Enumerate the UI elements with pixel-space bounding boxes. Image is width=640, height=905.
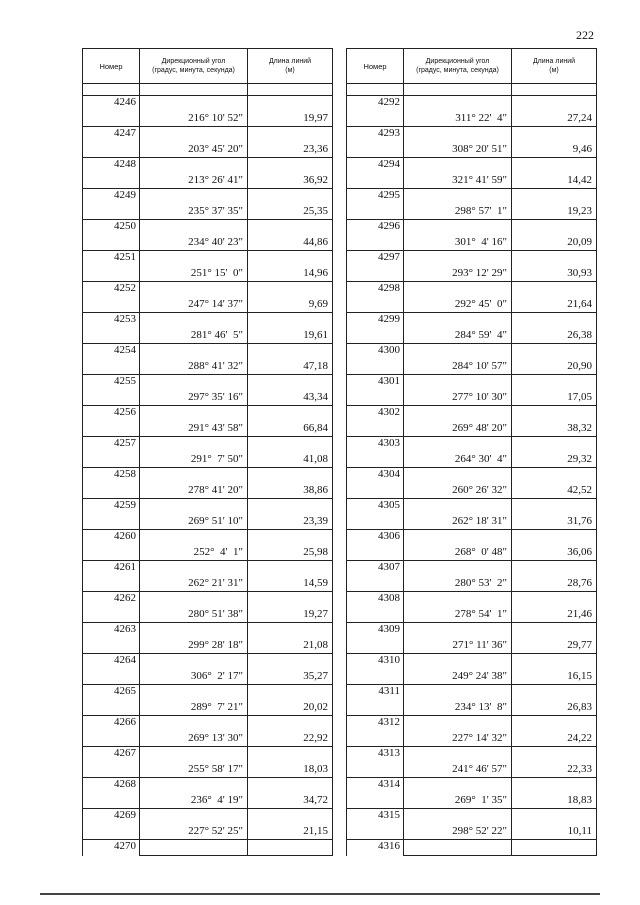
header-angle [140,49,248,84]
point-number: 4295 [347,189,404,220]
direction-angle: 234° 40' 23" [140,220,248,251]
line-length: 21,64 [512,282,597,313]
direction-angle: 262° 18' 31" [404,499,512,530]
point-number: 4250 [83,220,140,251]
line-length: 28,76 [512,561,597,592]
point-number: 4253 [83,313,140,344]
header-angle [404,49,512,84]
line-length: 35,27 [248,654,333,685]
point-number: 4247 [83,127,140,158]
point-number: 4313 [347,747,404,778]
point-number: 4312 [347,716,404,747]
line-length: 23,36 [248,127,333,158]
line-length: 25,35 [248,189,333,220]
line-length: 18,83 [512,778,597,809]
line-length: 14,42 [512,158,597,189]
direction-angle: 278° 54' 1" [404,592,512,623]
point-number: 4257 [83,437,140,468]
left-coordinates-table [82,48,333,856]
direction-angle: 260° 26' 32" [404,468,512,499]
line-length: 26,83 [512,685,597,716]
direction-angle: 249° 24' 38" [404,654,512,685]
point-number: 4260 [83,530,140,561]
direction-angle: 227° 14' 32" [404,716,512,747]
line-length: 41,08 [248,437,333,468]
header-length-line1: Длина линий [532,58,576,65]
line-length: 16,15 [512,654,597,685]
direction-angle: 264° 30' 4" [404,437,512,468]
line-length: 21,46 [512,592,597,623]
direction-angle: 235° 37' 35" [140,189,248,220]
point-number: 4296 [347,220,404,251]
point-number: 4248 [83,158,140,189]
direction-angle: 203° 45' 20" [140,127,248,158]
point-number: 4269 [83,809,140,840]
point-number: 4294 [347,158,404,189]
point-number: 4293 [347,127,404,158]
direction-angle: 236° 4' 19" [140,778,248,809]
direction-angle: 234° 13' 8" [404,685,512,716]
point-number: 4246 [83,96,140,127]
point-number: 4297 [347,251,404,282]
point-number: 4299 [347,313,404,344]
line-length: 31,76 [512,499,597,530]
point-number: 4265 [83,685,140,716]
point-number: 4310 [347,654,404,685]
direction-angle: 269° 48' 20" [404,406,512,437]
line-length: 43,34 [248,375,333,406]
direction-angle: 284° 59' 4" [404,313,512,344]
line-length: 34,72 [248,778,333,809]
line-length: 27,24 [512,96,597,127]
point-number: 4266 [83,716,140,747]
line-length: 38,32 [512,406,597,437]
direction-angle: 284° 10' 57" [404,344,512,375]
header-length [512,49,597,84]
point-number: 4267 [83,747,140,778]
direction-angle: 252° 4' 1" [140,530,248,561]
direction-angle: 311° 22' 4" [404,96,512,127]
direction-angle: 247° 14' 37" [140,282,248,313]
header-angle-line2: (градус, минута, секунда) [416,67,499,74]
line-length: 20,90 [512,344,597,375]
direction-angle: 297° 35' 16" [140,375,248,406]
direction-angle: 298° 57' 1" [404,189,512,220]
line-length: 10,11 [512,809,597,840]
point-number: 4301 [347,375,404,406]
direction-angle: 280° 51' 38" [140,592,248,623]
blank-cell [140,84,248,96]
line-length: 20,02 [248,685,333,716]
direction-angle: 281° 46' 5" [140,313,248,344]
point-number: 4263 [83,623,140,654]
point-number: 4261 [83,561,140,592]
point-number: 4254 [83,344,140,375]
point-number: 4305 [347,499,404,530]
line-length: 47,18 [248,344,333,375]
blank-cell [140,840,248,856]
direction-angle: 289° 7' 21" [140,685,248,716]
page-number: 222 [576,28,594,42]
direction-angle: 321° 41' 59" [404,158,512,189]
direction-angle: 262° 21' 31" [140,561,248,592]
header-angle-line2: (градус, минута, секунда) [152,67,235,74]
point-number: 4268 [83,778,140,809]
direction-angle: 241° 46' 57" [404,747,512,778]
direction-angle: 213° 26' 41" [140,158,248,189]
direction-angle: 280° 53' 2" [404,561,512,592]
direction-angle: 301° 4' 16" [404,220,512,251]
point-number: 4258 [83,468,140,499]
blank-cell [83,84,140,96]
direction-angle: 269° 13' 30" [140,716,248,747]
point-number: 4307 [347,561,404,592]
point-number: 4304 [347,468,404,499]
header-length-line1: Длина линий [268,58,312,65]
line-length: 36,06 [512,530,597,561]
point-number: 4306 [347,530,404,561]
line-length: 18,03 [248,747,333,778]
direction-angle: 277° 10' 30" [404,375,512,406]
blank-cell [512,84,597,96]
line-length: 26,38 [512,313,597,344]
direction-angle: 299° 28' 18" [140,623,248,654]
header-length [248,49,333,84]
direction-angle: 268° 0' 48" [404,530,512,561]
point-number: 4314 [347,778,404,809]
direction-angle: 271° 11' 36" [404,623,512,654]
line-length: 17,05 [512,375,597,406]
line-length: 19,27 [248,592,333,623]
header-angle-line1: Дирекционный угол [161,58,226,65]
line-length: 21,08 [248,623,333,654]
line-length: 25,98 [248,530,333,561]
line-length: 30,93 [512,251,597,282]
header-number: Номер [83,49,140,84]
point-number: 4262 [83,592,140,623]
line-length: 23,39 [248,499,333,530]
line-length: 20,09 [512,220,597,251]
point-number: 4308 [347,592,404,623]
header-number: Номер [347,49,404,84]
point-number: 4259 [83,499,140,530]
bottom-rule [40,893,600,895]
direction-angle: 292° 45' 0" [404,282,512,313]
line-length: 14,59 [248,561,333,592]
line-length: 14,96 [248,251,333,282]
point-number: 4298 [347,282,404,313]
direction-angle: 293° 12' 29" [404,251,512,282]
blank-cell [404,84,512,96]
right-coordinates-table [346,48,597,856]
point-number: 4311 [347,685,404,716]
direction-angle: 288° 41' 32" [140,344,248,375]
point-number: 4309 [347,623,404,654]
header-length-line2: (м) [549,67,559,74]
line-length: 36,92 [248,158,333,189]
point-number: 4316 [347,840,404,856]
direction-angle: 269° 1' 35" [404,778,512,809]
direction-angle: 216° 10' 52" [140,96,248,127]
point-number: 4249 [83,189,140,220]
line-length: 66,84 [248,406,333,437]
line-length: 29,77 [512,623,597,654]
header-length-line2: (м) [285,67,295,74]
line-length: 24,22 [512,716,597,747]
line-length: 42,52 [512,468,597,499]
header-angle-line1: Дирекционный угол [425,58,490,65]
line-length: 19,97 [248,96,333,127]
point-number: 4302 [347,406,404,437]
blank-cell [347,84,404,96]
blank-cell [512,840,597,856]
point-number: 4252 [83,282,140,313]
point-number: 4256 [83,406,140,437]
point-number: 4292 [347,96,404,127]
direction-angle: 308° 20' 51" [404,127,512,158]
line-length: 21,15 [248,809,333,840]
point-number: 4264 [83,654,140,685]
line-length: 19,23 [512,189,597,220]
line-length: 44,86 [248,220,333,251]
direction-angle: 278° 41' 20" [140,468,248,499]
blank-cell [248,84,333,96]
line-length: 22,92 [248,716,333,747]
point-number: 4270 [83,840,140,856]
blank-cell [404,840,512,856]
point-number: 4315 [347,809,404,840]
direction-angle: 269° 51' 10" [140,499,248,530]
direction-angle: 291° 7' 50" [140,437,248,468]
line-length: 9,69 [248,282,333,313]
line-length: 19,61 [248,313,333,344]
line-length: 9,46 [512,127,597,158]
direction-angle: 306° 2' 17" [140,654,248,685]
line-length: 38,86 [248,468,333,499]
direction-angle: 298° 52' 22" [404,809,512,840]
direction-angle: 255° 58' 17" [140,747,248,778]
point-number: 4251 [83,251,140,282]
point-number: 4300 [347,344,404,375]
blank-cell [248,840,333,856]
point-number: 4255 [83,375,140,406]
line-length: 22,33 [512,747,597,778]
direction-angle: 227° 52' 25" [140,809,248,840]
line-length: 29,32 [512,437,597,468]
direction-angle: 251° 15' 0" [140,251,248,282]
point-number: 4303 [347,437,404,468]
direction-angle: 291° 43' 58" [140,406,248,437]
